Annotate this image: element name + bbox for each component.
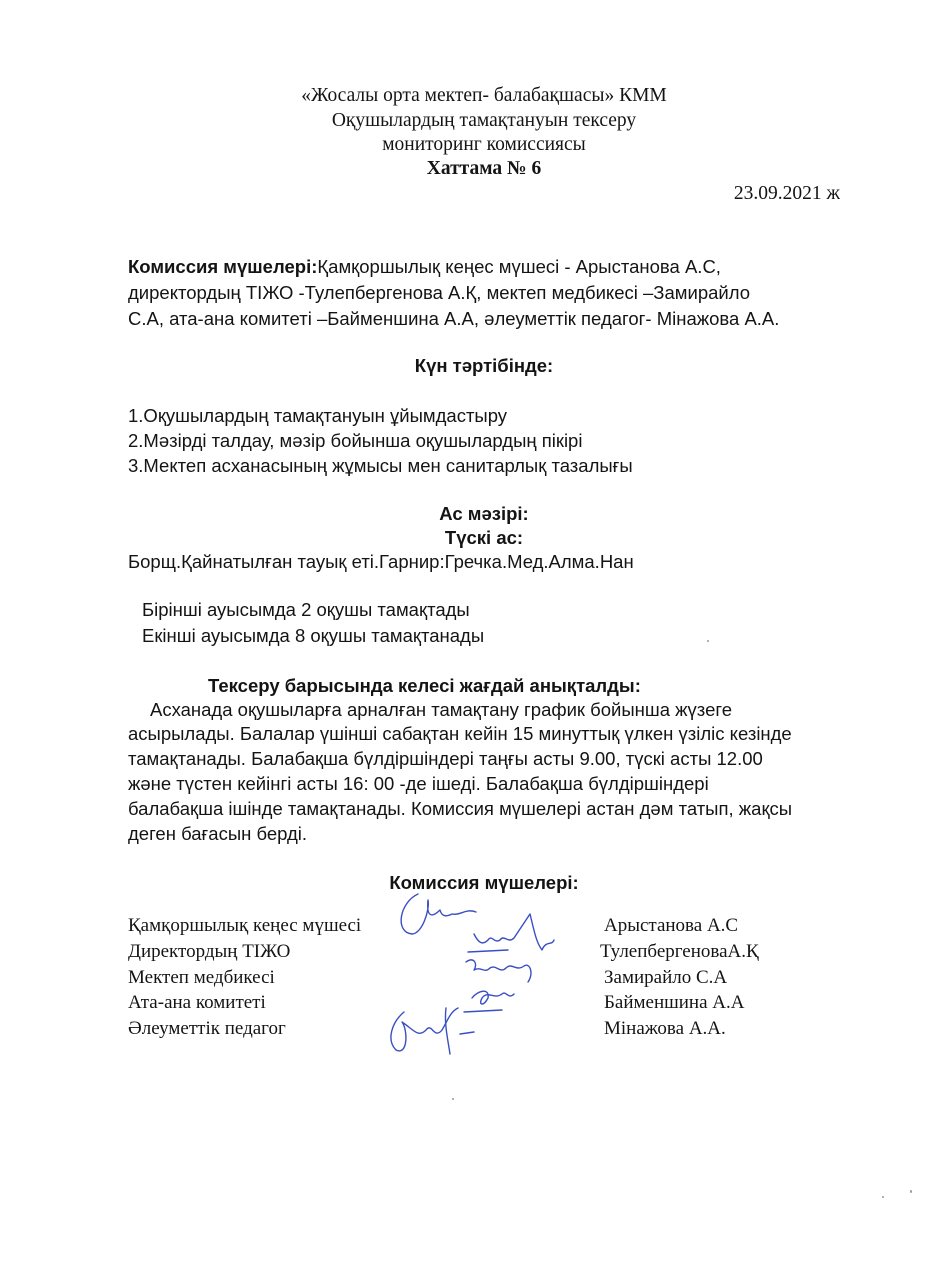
member-name: Замирайло С.А — [604, 967, 728, 988]
member-name: Арыстанова А.С — [604, 915, 739, 936]
scan-speck — [707, 640, 709, 642]
member-role: Қамқоршылық кеңес мүшесі — [128, 915, 362, 936]
agenda-item: 3.Мектеп асханасының жұмысы мен санитарлық тазалығы — [128, 455, 633, 476]
members-line-1-text: Қамқоршылық кеңес мүшесі - Арыстанова А.С, — [317, 256, 721, 277]
member-name: Байменшина А.А — [604, 992, 745, 1013]
members-label: Комиссия мүшелері: — [128, 256, 318, 277]
findings-line: Асханада оқушыларға арналған тамақтану график бойынша жүзеге — [150, 699, 732, 720]
members-line-1 — [128, 254, 721, 280]
agenda-item: 2.Мәзірді талдау, мәзір бойынша оқушылардың пікірі — [128, 430, 583, 451]
scan-speck — [882, 1196, 884, 1198]
agenda-title: Күн тәртібінде: — [414, 355, 554, 376]
organization-name: «Жосалы орта мектеп- балабақшасы» КММ — [301, 85, 667, 106]
findings-line: және түстен кейінгі асты 16: 00 -де ішеді. Балабақша бүлдіршіндері — [128, 773, 709, 794]
menu-dishes: Борщ.Қайнатылған тауық еті.Гарнир:Гречка.Мед.Алма.Нан — [128, 551, 634, 572]
scan-speck — [452, 1098, 454, 1100]
findings-line: деген бағасын берді. — [128, 823, 308, 844]
agenda-item: 1.Оқушылардың тамақтануын ұйымдастыру — [128, 405, 508, 426]
findings-line: балабақша ішінде тамақтанады. Комиссия мүшелері астан дәм татып, жақсы — [128, 798, 793, 819]
commission-name: мониторинг комиссиясы — [382, 134, 586, 155]
shift-line: Бірінші ауысымда 2 оқушы тамақтады — [142, 599, 470, 620]
member-role: Мектеп медбикесі — [128, 967, 275, 988]
document-subtitle: Оқушылардың тамақтануын тексеру — [331, 110, 637, 131]
findings-line: асырылады. Балалар үшінші сабақтан кейін 15 минуттық үлкен үзіліс кезінде — [128, 723, 792, 744]
member-name: ТулепбергеноваА.Қ — [600, 941, 759, 962]
member-role: Ата-ана комитеті — [128, 992, 266, 1013]
shift-line: Екінші ауысымда 8 оқушы тамақтанады — [142, 625, 485, 646]
protocol-number: Хаттама № 6 — [426, 158, 542, 179]
member-role: Директордың ТІЖО — [128, 941, 291, 962]
members-line-2: директордың ТІЖО -Тулепбергенова А.Қ, мектеп медбикесі –Замирайло — [128, 282, 751, 303]
findings-line: тамақтанады. Балабақша бүлдіршіндері таңғы асты 9.00, түскі асты 12.00 — [128, 748, 763, 769]
menu-title: Ас мәзірі: — [439, 503, 529, 524]
signatures-title: Комиссия мүшелері: — [389, 872, 579, 893]
handwritten-signatures — [378, 890, 558, 1070]
lunch-subtitle: Түскі ас: — [444, 527, 524, 548]
member-name: Мінажова А.А. — [604, 1018, 726, 1039]
findings-title: Тексеру барысында келесі жағдай анықталды: — [208, 675, 641, 696]
scan-speck — [910, 1190, 912, 1193]
member-role: Әлеуметтік педагог — [128, 1018, 286, 1039]
protocol-date: 23.09.2021 ж — [733, 183, 840, 204]
members-line-3: С.А, ата-ана комитеті –Байменшина А.А, әлеуметтік педагог- Мінажова А.А. — [128, 308, 780, 329]
